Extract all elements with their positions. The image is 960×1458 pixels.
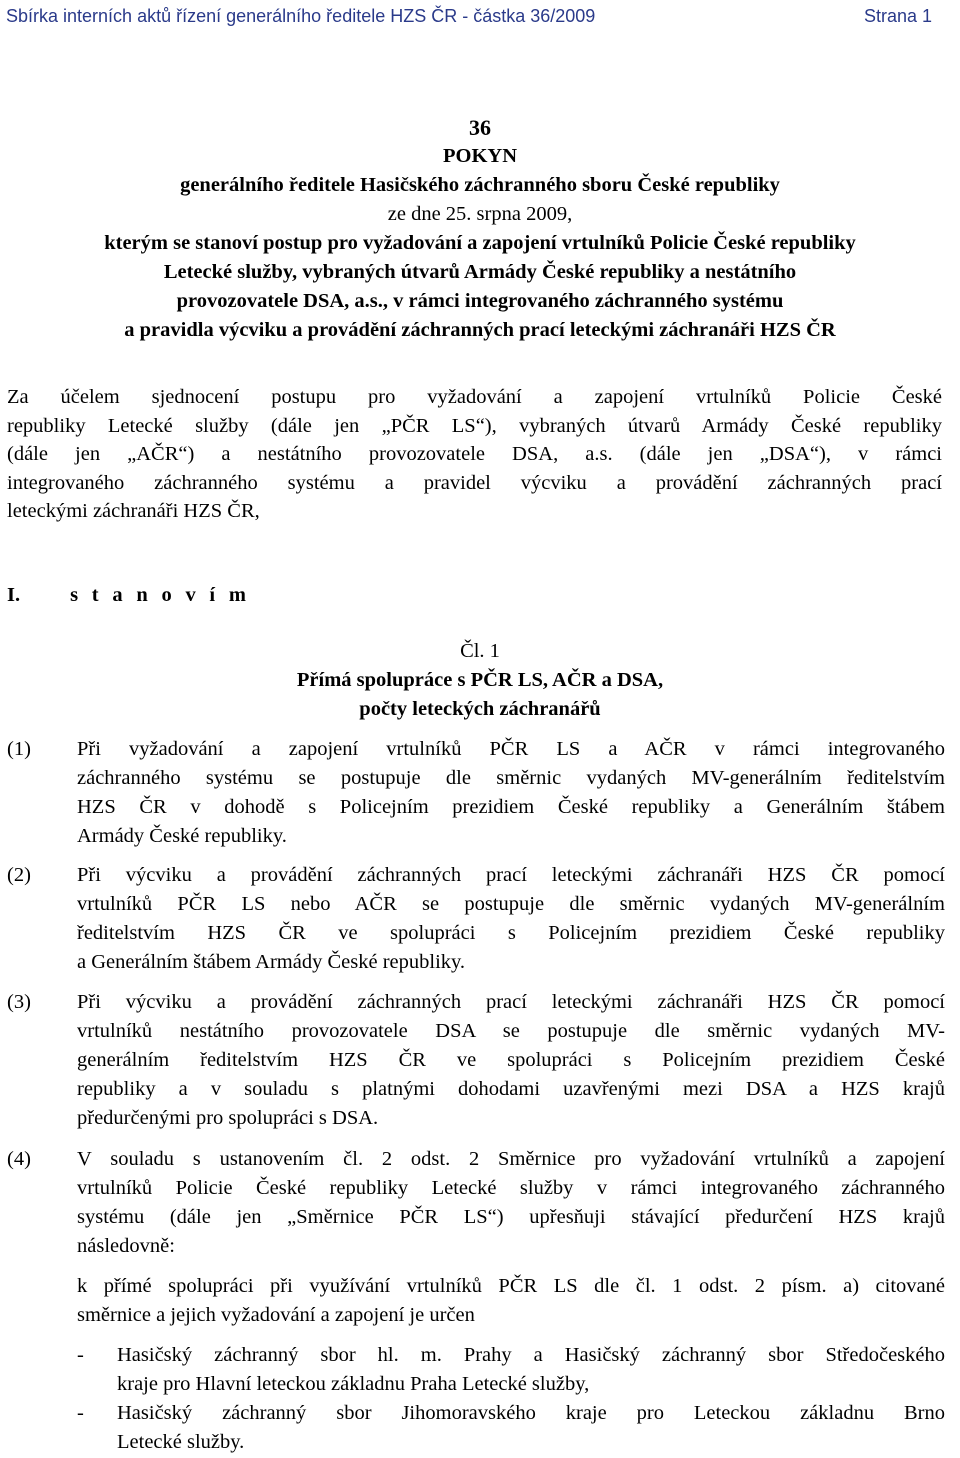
decision-heading	[7, 581, 250, 609]
paragraph-line: systému (dále jen „Směrnice PČR LS“) upřesňuji stávající předurčení HZS krajů	[77, 1206, 945, 1228]
paragraph-line: vrtulníků nestátního provozovatele DSA se postupuje dle směrnic vydaných MV-	[77, 1020, 945, 1042]
paragraph-line: generálním ředitelstvím HZS ČR ve spolupráci s Policejním prezidiem České	[77, 1049, 945, 1071]
paragraph-line: HZS ČR v dohodě s Policejním prezidiem České republiky a Generálním štábem	[77, 796, 945, 818]
paragraph-number: (4)	[7, 1148, 31, 1170]
bullet-item	[77, 1399, 945, 1457]
paragraph-line: Při výcviku a provádění záchranných prací leteckými záchranáři HZS ČR pomocí	[77, 991, 945, 1013]
paragraph-2	[7, 861, 945, 977]
sub-paragraph	[77, 1272, 945, 1330]
decision-word: s t a n o v í m	[70, 584, 251, 606]
bullet-line: kraje pro Hlavní leteckou základnu Praha Letecké služby,	[117, 1373, 590, 1395]
header-page-number: Strana 1	[863, 6, 932, 26]
article-number: Čl. 1	[460, 640, 500, 662]
bullet-dash: -	[77, 1402, 84, 1424]
article-title-line: počty leteckých záchranářů	[359, 698, 601, 720]
intro-line: integrovaného záchranného systému a pravidel výcviku a provádění záchranných prací	[7, 471, 942, 494]
paragraph-number: (3)	[7, 991, 31, 1013]
header-collection-title: Sbírka interních aktů řízení generálního ředitele HZS ČR - částka 36/2009	[6, 6, 596, 26]
document-subject-line: Letecké služby, vybraných útvarů Armády České republiky a nestátního	[163, 261, 797, 283]
document-number: 36	[469, 115, 491, 140]
paragraph-line: vrtulníků PČR LS nebo AČR se postupuje dle směrnic vydaných MV-generálním	[77, 893, 945, 915]
paragraph-line: Při výcviku a provádění záchranných prací leteckými záchranáři HZS ČR pomocí	[77, 864, 945, 886]
intro-line: leteckými záchranáři HZS ČR,	[7, 500, 260, 522]
paragraph-number: (1)	[7, 738, 31, 760]
intro-line: (dále jen „AČR“) a nestátního provozovatele DSA, a.s. (dále jen „DSA“), v rámci	[7, 443, 942, 465]
bullet-line: Hasičský záchranný sbor hl. m. Prahy a Hasičský záchranný sbor Středočeského	[117, 1344, 945, 1366]
paragraph-line: předurčenými pro spolupráci s DSA.	[77, 1107, 379, 1129]
paragraph-line: vrtulníků Policie České republiky Letecké služby v rámci integrovaného záchranného	[77, 1177, 945, 1199]
paragraph-line: republiky a v souladu s platnými dohodami uzavřenými mezi DSA a HZS krajů	[77, 1078, 945, 1100]
paragraph-line: Armády České republiky.	[77, 825, 287, 847]
document-subject-line: kterým se stanoví postup pro vyžadování a zapojení vrtulníků Policie České republiky	[104, 232, 856, 254]
paragraph-number: (2)	[7, 864, 31, 886]
paragraph-line: záchranného systému se postupuje dle směrnic vydaných MV-generálním ředitelstvím	[77, 767, 945, 789]
bullet-line: Letecké služby.	[117, 1431, 245, 1453]
intro-line: republiky Letecké služby (dále jen „PČR LS“), vybraných útvarů Armády České republiky	[7, 414, 942, 437]
paragraph-line: následovně:	[77, 1235, 175, 1257]
paragraph-3	[7, 988, 945, 1133]
paragraph-line: a Generálním štábem Armády České republiky.	[77, 951, 466, 973]
document-kind: POKYN	[442, 145, 518, 167]
paragraph-1	[7, 735, 945, 851]
article-heading	[0, 637, 960, 724]
paragraph-line: ředitelstvím HZS ČR ve spolupráci s Policejním prezidiem České republiky	[77, 922, 945, 944]
paragraph-line: V souladu s ustanovením čl. 2 odst. 2 Směrnice pro vyžadování vrtulníků a zapojení	[77, 1148, 945, 1170]
bullet-line: Hasičský záchranný sbor Jihomoravského kraje pro Leteckou základnu Brno	[117, 1402, 945, 1424]
bullet-item	[77, 1341, 945, 1399]
sub-paragraph-line: směrnice a jejich vyžadování a zapojení je určen	[77, 1304, 475, 1326]
bullet-dash: -	[77, 1344, 84, 1366]
document-title-block	[0, 113, 960, 345]
paragraph-4	[7, 1145, 945, 1261]
paragraph-line: Při vyžadování a zapojení vrtulníků PČR LS a AČR v rámci integrovaného	[77, 738, 945, 760]
document-issuer: generálního ředitele Hasičského záchranného sboru České republiky	[180, 174, 780, 196]
decision-roman-numeral: I.	[7, 584, 21, 606]
document-subject-line: provozovatele DSA, a.s., v rámci integrovaného záchranného systému	[176, 290, 784, 312]
intro-line: Za účelem sjednocení postupu pro vyžadování a zapojení vrtulníků Policie České	[7, 386, 942, 408]
intro-paragraph	[7, 383, 942, 526]
article-title-line: Přímá spolupráce s PČR LS, AČR a DSA,	[296, 669, 664, 691]
document-subject-line: a pravidla výcviku a provádění záchranných prací leteckými záchranáři HZS ČR	[124, 319, 836, 341]
sub-paragraph-line: k přímé spolupráci při využívání vrtulníků PČR LS dle čl. 1 odst. 2 písm. a) citované	[77, 1275, 945, 1297]
document-date: ze dne 25. srpna 2009,	[387, 203, 573, 225]
